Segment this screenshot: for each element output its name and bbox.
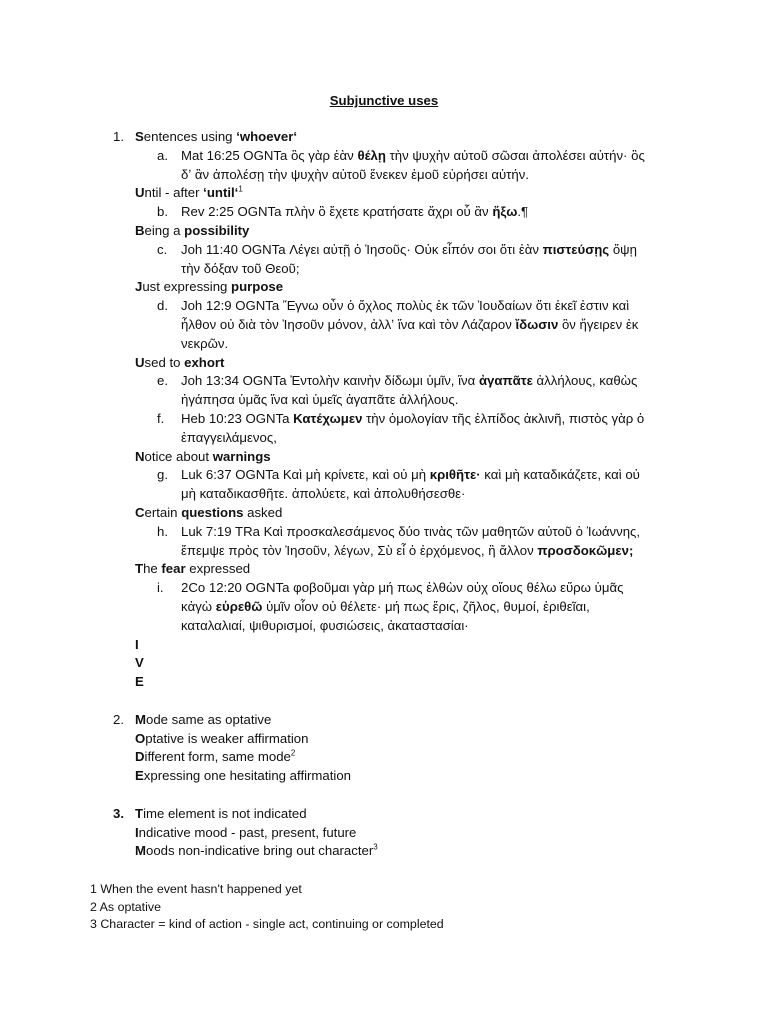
verse-text — [181, 335, 671, 354]
mnemonic-initial: M — [135, 843, 146, 859]
verse-text — [181, 466, 671, 485]
mnemonic-initial: E — [135, 768, 144, 784]
mnemonic-line — [135, 767, 351, 786]
subjunctive-verb: πιστεύσῃς — [542, 241, 610, 257]
footnote-ref: 3 — [373, 843, 378, 852]
greek-text: .¶ — [517, 204, 529, 220]
footnote-number: 2 — [90, 899, 97, 914]
mnemonic-text: ode same as optative — [146, 711, 272, 727]
item-letter: h. — [157, 523, 168, 539]
mnemonic-line — [135, 730, 308, 749]
heading-text: expressed — [185, 561, 251, 577]
greek-text: 2Co 12:20 OGNTa φοβοῦμαι γὰρ μή πως ἐλθὼν οὐχ οἵους θέλω εὕρω ὑμᾶς — [181, 580, 624, 596]
greek-text: τὴν ψυχὴν αὐτοῦ σῶσαι ἀπολέσει αὐτήν· ὃς — [385, 147, 645, 163]
greek-text: νεκρῶν. — [181, 335, 229, 351]
footnote — [90, 915, 444, 934]
verse-text — [181, 617, 671, 636]
heading-initial: J — [135, 279, 143, 295]
mnemonic-text: ifferent form, same mode — [144, 749, 291, 765]
greek-text: κἀγὼ — [181, 599, 216, 614]
heading-initial: U — [135, 354, 145, 370]
footnote-text: When the event hasn't happened yet — [96, 882, 302, 896]
verse-text — [181, 372, 671, 391]
verse-text — [181, 260, 671, 279]
heading-initial: U — [135, 185, 145, 201]
greek-text: τὴν δόξαν τοῦ Θεοῦ; — [181, 260, 300, 276]
heading-initial: S — [135, 129, 144, 144]
mnemonic-line — [135, 748, 295, 767]
verse-text — [181, 203, 671, 222]
greek-text: καταλαλιαί, ψιθυρισμοί, φυσιώσεις, ἀκαταστασίαι· — [181, 617, 469, 633]
mnemonic-text: ndicative mood - past, present, future — [138, 824, 357, 840]
verse-text — [181, 297, 671, 316]
greek-text: ἀλλήλους, καθὼς — [532, 373, 638, 389]
group-heading — [135, 184, 243, 203]
greek-text: Joh 13:34 OGNTa Ἐντολὴν καινὴν δίδωμι ὑμῖν, ἵνα — [181, 373, 479, 389]
group-heading — [135, 448, 271, 467]
verse-text — [181, 166, 671, 185]
subjunctive-verb: προσδοκῶμεν; — [537, 542, 634, 558]
verse-text — [181, 579, 671, 598]
greek-text: ἔπεμψε πρὸς τὸν Ἰησοῦν, λέγων, Σὺ εἶ ὁ ἐρχόμενος, ἢ ἄλλον — [181, 542, 538, 558]
greek-text: ὄψῃ — [609, 241, 637, 257]
mnemonic-line — [135, 805, 307, 824]
mnemonic-initial: D — [135, 749, 145, 765]
heading-text: he — [143, 561, 162, 577]
heading-keyword: ‘until‘ — [203, 185, 239, 201]
heading-keyword: ‘whoever‘ — [236, 129, 298, 144]
heading-keyword: possibility — [184, 223, 250, 238]
greek-text: ὃν ἤγειρεν ἐκ — [558, 317, 639, 332]
verse-text — [181, 241, 671, 260]
item-letter: c. — [157, 241, 168, 257]
list-number: 1. — [113, 129, 124, 144]
footnote-text: Character = kind of action - single act, continuing or completed — [96, 917, 444, 931]
mnemonic-text: xpressing one hesitating affirmation — [143, 768, 352, 784]
greek-text: Joh 11:40 OGNTa Λέγει αὐτῇ ὁ Ἰησοῦς· Οὐκ εἶπόν σοι ὅτι ἐὰν — [181, 241, 543, 257]
footnote-text: As optative — [96, 899, 161, 914]
footnote — [90, 898, 161, 917]
footnote-number: 1 — [90, 882, 97, 896]
list-number: 3. — [113, 805, 124, 821]
subjunctive-verb: θέλῃ — [357, 147, 386, 163]
mnemonic-initial: M — [135, 711, 146, 727]
mnemonic-line — [135, 824, 356, 843]
greek-text: ἠγάπησα ὑμᾶς ἵνα καὶ ὑμεῖς ἀγαπᾶτε ἀλλήλους. — [181, 392, 459, 408]
mnemonic-text: ptative is weaker affirmation — [145, 730, 309, 746]
subjunctive-verb: εὑρεθῶ — [215, 599, 263, 614]
heading-initial: E — [135, 674, 144, 690]
group-heading — [135, 673, 144, 692]
footnote-ref: 1 — [238, 185, 243, 194]
mnemonic-text: ime element is not indicated — [143, 805, 307, 821]
group-heading — [135, 636, 139, 655]
heading-text: ust expressing — [142, 279, 232, 295]
greek-text: καὶ μὴ καταδικάζετε, καὶ οὐ — [480, 467, 640, 483]
page-title: Subjunctive uses — [329, 93, 439, 108]
group-heading — [135, 128, 297, 147]
item-letter: f. — [157, 411, 165, 426]
verse-text — [181, 523, 671, 542]
verse-text — [181, 485, 671, 504]
group-heading — [135, 504, 282, 523]
mnemonic-initial: I — [135, 824, 139, 840]
heading-keyword: questions — [181, 505, 244, 520]
item-letter: i. — [157, 580, 164, 596]
heading-keyword: exhort — [184, 354, 225, 370]
mnemonic-initial: T — [135, 805, 144, 821]
greek-text: μὴ καταδικασθῆτε. ἀπολύετε, καὶ ἀπολυθήσεσθε· — [181, 486, 466, 502]
verse-text — [181, 147, 671, 166]
footnote-ref: 2 — [290, 749, 296, 758]
heading-keyword: warnings — [212, 448, 271, 464]
heading-keyword: fear — [161, 561, 186, 577]
mnemonic-text: oods non-indicative bring out character — [146, 843, 374, 859]
subjunctive-verb: ἥξω — [492, 204, 518, 220]
group-heading — [135, 278, 283, 297]
heading-initial: I — [135, 636, 139, 652]
heading-text: eing a — [144, 223, 185, 238]
item-letter: g. — [157, 467, 168, 483]
list-number: 2. — [113, 711, 124, 727]
mnemonic-initial: O — [135, 730, 146, 746]
greek-text: ὑμῖν οἷον οὐ θέλετε· μή πως ἔρις, ζῆλος, θυμοί, ἐριθεῖαι, — [262, 599, 590, 614]
verse-text — [181, 542, 671, 561]
verse-text — [181, 429, 671, 448]
heading-initial: B — [135, 223, 145, 238]
greek-text: Rev 2:25 OGNTa πλὴν ὃ ἔχετε κρατήσατε ἄχρι οὗ ἂν — [181, 204, 493, 220]
heading-text: entences using — [143, 129, 237, 144]
greek-text: τὴν ὁμολογίαν τῆς ἐλπίδος ἀκλινῆ, πιστὸς γὰρ ὁ — [362, 411, 645, 426]
verse-text — [181, 410, 671, 429]
heading-keyword: purpose — [231, 279, 284, 295]
greek-text: Joh 12:9 OGNTa Ἔγνω οὖν ὁ ὄχλος πολὺς ἐκ τῶν Ἰουδαίων ὅτι ἐκεῖ ἐστιν καὶ — [181, 298, 630, 314]
group-heading — [135, 354, 224, 373]
item-letter: a. — [157, 147, 168, 163]
mnemonic-line — [135, 842, 378, 861]
greek-text: Luk 6:37 OGNTa Καὶ μὴ κρίνετε, καὶ οὐ μὴ — [181, 467, 430, 483]
item-letter: b. — [157, 204, 168, 220]
subjunctive-verb: ἀγαπᾶτε — [478, 373, 533, 389]
footnote-number: 3 — [90, 917, 97, 931]
heading-text: sed to — [144, 354, 185, 370]
heading-text: asked — [243, 505, 283, 520]
group-heading — [135, 560, 250, 579]
heading-initial: T — [135, 561, 144, 577]
item-letter: d. — [157, 298, 168, 314]
subjunctive-verb: κριθῆτε· — [429, 467, 481, 483]
mnemonic-line — [135, 711, 271, 730]
greek-text: δʼ ἂν ἀπολέσῃ τὴν ψυχὴν αὐτοῦ ἕνεκεν ἐμοῦ εὑρήσει αὐτήν. — [181, 166, 529, 182]
subjunctive-verb: ἴδωσιν — [515, 317, 559, 332]
footnote — [90, 880, 302, 899]
greek-text: ἐπαγγειλάμενος, — [181, 429, 277, 445]
heading-text: otice about — [144, 448, 213, 464]
subjunctive-verb: Κατέχωμεν — [293, 411, 363, 426]
greek-text: Mat 16:25 OGNTa ὃς γὰρ ἐὰν — [181, 147, 358, 163]
group-heading — [135, 654, 144, 673]
verse-text — [181, 316, 671, 335]
item-letter: e. — [157, 373, 168, 389]
heading-initial: V — [135, 655, 144, 671]
group-heading — [135, 222, 249, 241]
greek-text: Heb 10:23 OGNTa — [181, 411, 294, 426]
verse-text — [181, 391, 671, 410]
greek-text: ἦλθον οὐ διὰ τὸν Ἰησοῦν μόνον, ἀλλʼ ἵνα καὶ τὸν Λάζαρον — [181, 317, 516, 332]
greek-text: Luk 7:19 TRa Καὶ προσκαλεσάμενος δύο τινὰς τῶν μαθητῶν αὐτοῦ ὁ Ἰωάννης, — [181, 523, 641, 539]
heading-text: ntil - after — [144, 185, 204, 201]
heading-initial: N — [135, 448, 145, 464]
verse-text — [181, 598, 671, 617]
heading-initial: C — [135, 505, 145, 520]
heading-text: ertain — [144, 505, 182, 520]
